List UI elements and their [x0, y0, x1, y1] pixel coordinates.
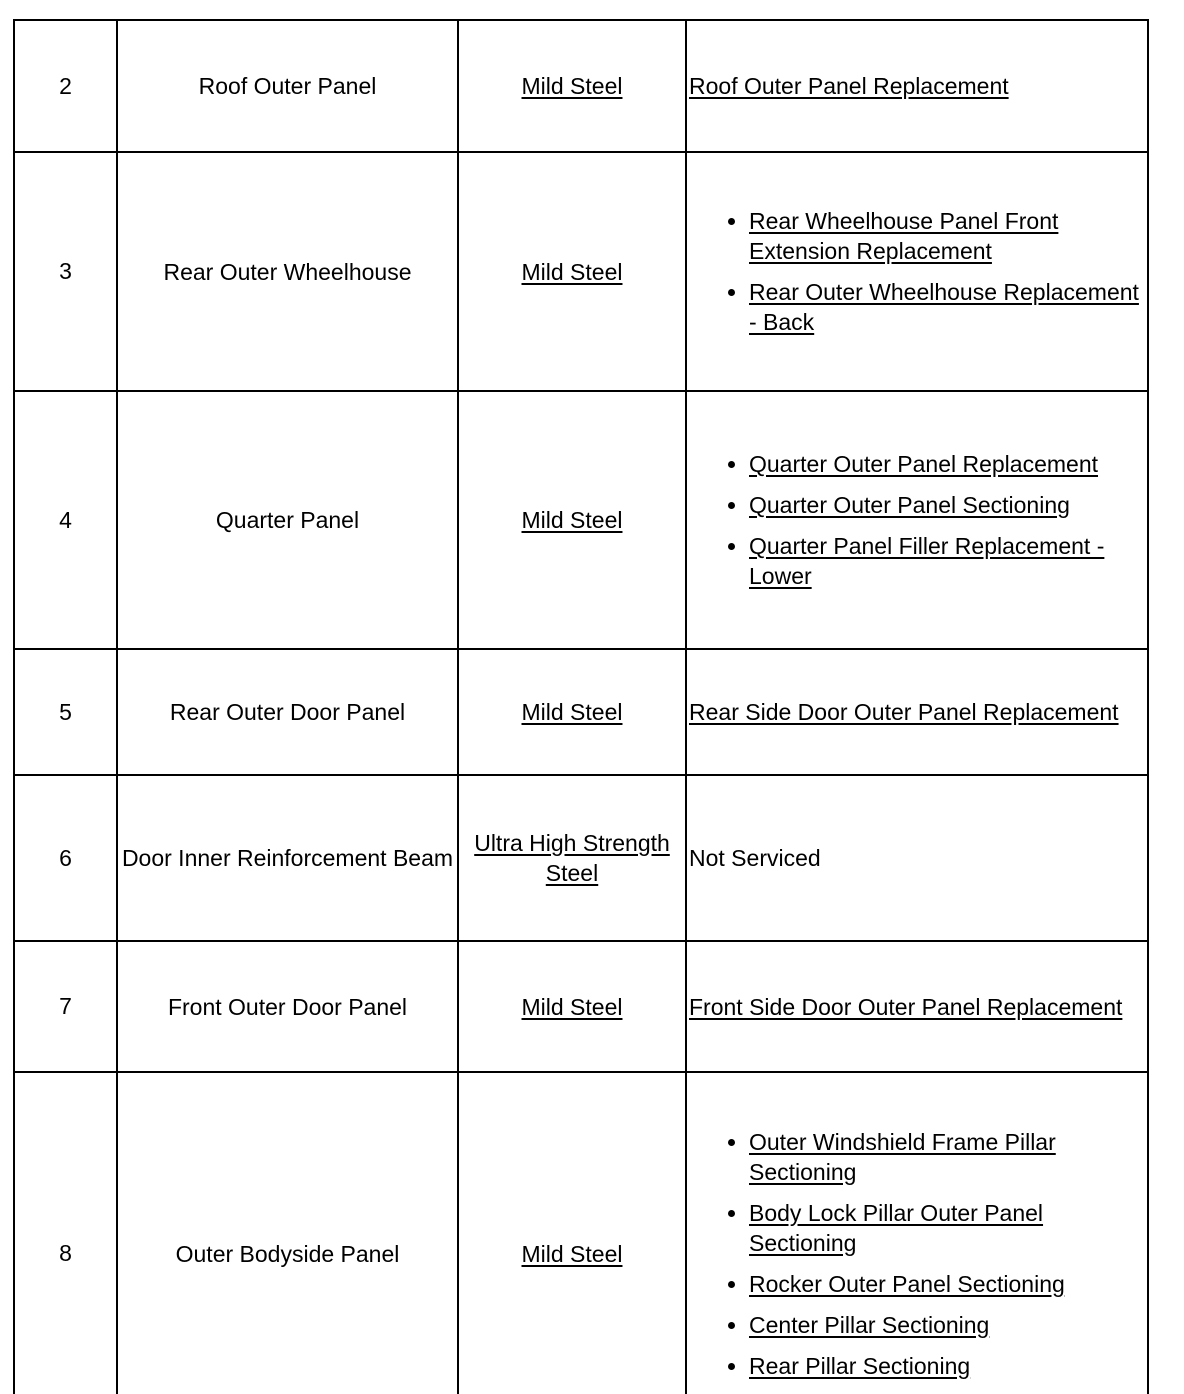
- material-cell: [458, 649, 686, 775]
- procedure-list: [689, 1127, 1141, 1381]
- procedure-link[interactable]: Rocker Outer Panel Sectioning: [749, 1270, 1065, 1297]
- part-name: Rear Outer Door Panel: [169, 699, 406, 725]
- material-link[interactable]: Mild Steel: [521, 73, 623, 99]
- row-number: 3: [59, 258, 72, 284]
- row-number-cell: [14, 20, 117, 152]
- material-link[interactable]: Ultra High Strength Steel: [474, 830, 670, 886]
- list-item: [749, 531, 1141, 591]
- procedure-link[interactable]: Outer Windshield Frame Pillar Sectioning: [749, 1128, 1056, 1185]
- table-row: [14, 775, 1148, 941]
- part-name: Outer Bodyside Panel: [175, 1240, 400, 1267]
- table-row: [14, 649, 1148, 775]
- procedure-link[interactable]: Center Pillar Sectioning: [749, 1311, 990, 1338]
- list-item: [749, 1198, 1141, 1258]
- row-number: 6: [59, 844, 72, 871]
- row-number-cell: [14, 649, 117, 775]
- procedure-link[interactable]: Roof Outer Panel Replacement: [689, 73, 1009, 99]
- material-cell: [458, 1072, 686, 1394]
- material-cell: [458, 775, 686, 941]
- material-link[interactable]: Mild Steel: [521, 993, 623, 1020]
- procedure-link[interactable]: Body Lock Pillar Outer Panel Sectioning: [749, 1199, 1044, 1256]
- row-number: 5: [59, 698, 72, 725]
- row-number-cell: [14, 152, 117, 391]
- row-number: 8: [59, 1240, 72, 1266]
- not-serviced-text: Not Serviced: [689, 845, 821, 871]
- part-name-cell: [117, 1072, 458, 1394]
- material-link[interactable]: Mild Steel: [521, 699, 623, 725]
- procedure-link[interactable]: Quarter Outer Panel Replacement: [749, 451, 1099, 477]
- table-row: [14, 152, 1148, 391]
- material-cell: [458, 391, 686, 649]
- procedures-cell: [686, 391, 1148, 649]
- list-item: [749, 490, 1141, 520]
- row-number: 7: [59, 993, 72, 1019]
- part-name: Door Inner Reinforcement Beam: [121, 845, 454, 871]
- material-link[interactable]: Mild Steel: [521, 1240, 623, 1267]
- material-cell: [458, 941, 686, 1072]
- row-number-cell: [14, 775, 117, 941]
- procedure-list: [689, 449, 1141, 591]
- part-name-cell: [117, 391, 458, 649]
- part-name: Rear Outer Wheelhouse: [163, 258, 412, 285]
- part-name: Quarter Panel: [215, 507, 360, 533]
- list-item: [749, 1127, 1141, 1187]
- list-item: [749, 449, 1141, 479]
- material-link[interactable]: Mild Steel: [521, 258, 623, 285]
- procedures-cell: [686, 152, 1148, 391]
- procedures-cell: [686, 941, 1148, 1072]
- part-name-cell: [117, 941, 458, 1072]
- part-name: Front Outer Door Panel: [167, 993, 408, 1020]
- list-item: [749, 1269, 1141, 1299]
- parts-table: [13, 19, 1149, 1394]
- part-name-cell: [117, 775, 458, 941]
- table-row: [14, 20, 1148, 152]
- part-name-cell: [117, 649, 458, 775]
- procedure-link[interactable]: Quarter Outer Panel Sectioning: [749, 492, 1070, 518]
- table-row: [14, 1072, 1148, 1394]
- part-name-cell: [117, 152, 458, 391]
- row-number-cell: [14, 1072, 117, 1394]
- row-number-cell: [14, 391, 117, 649]
- material-cell: [458, 20, 686, 152]
- list-item: [749, 206, 1141, 266]
- material-link[interactable]: Mild Steel: [521, 507, 623, 533]
- material-cell: [458, 152, 686, 391]
- procedures-cell: [686, 20, 1148, 152]
- list-item: [749, 1351, 1141, 1381]
- table-row: [14, 391, 1148, 649]
- list-item: [749, 277, 1141, 337]
- procedure-link[interactable]: Rear Pillar Sectioning: [749, 1352, 971, 1379]
- part-name-cell: [117, 20, 458, 152]
- procedure-link[interactable]: Front Side Door Outer Panel Replacement: [689, 993, 1123, 1020]
- part-name: Roof Outer Panel: [198, 73, 377, 99]
- procedures-cell: [686, 775, 1148, 941]
- table-row: [14, 941, 1148, 1072]
- row-number: 4: [59, 506, 72, 533]
- list-item: [749, 1310, 1141, 1340]
- row-number-cell: [14, 941, 117, 1072]
- procedure-link[interactable]: Quarter Panel Filler Replacement - Lower: [749, 533, 1105, 589]
- row-number: 2: [59, 72, 72, 99]
- procedure-link[interactable]: Rear Side Door Outer Panel Replacement: [689, 699, 1119, 725]
- procedure-link[interactable]: Rear Outer Wheelhouse Replacement - Back: [749, 279, 1139, 335]
- procedure-link[interactable]: Rear Wheelhouse Panel Front Extension Replacement: [749, 208, 1059, 264]
- procedure-list: [689, 206, 1141, 337]
- procedures-cell: [686, 649, 1148, 775]
- procedures-cell: [686, 1072, 1148, 1394]
